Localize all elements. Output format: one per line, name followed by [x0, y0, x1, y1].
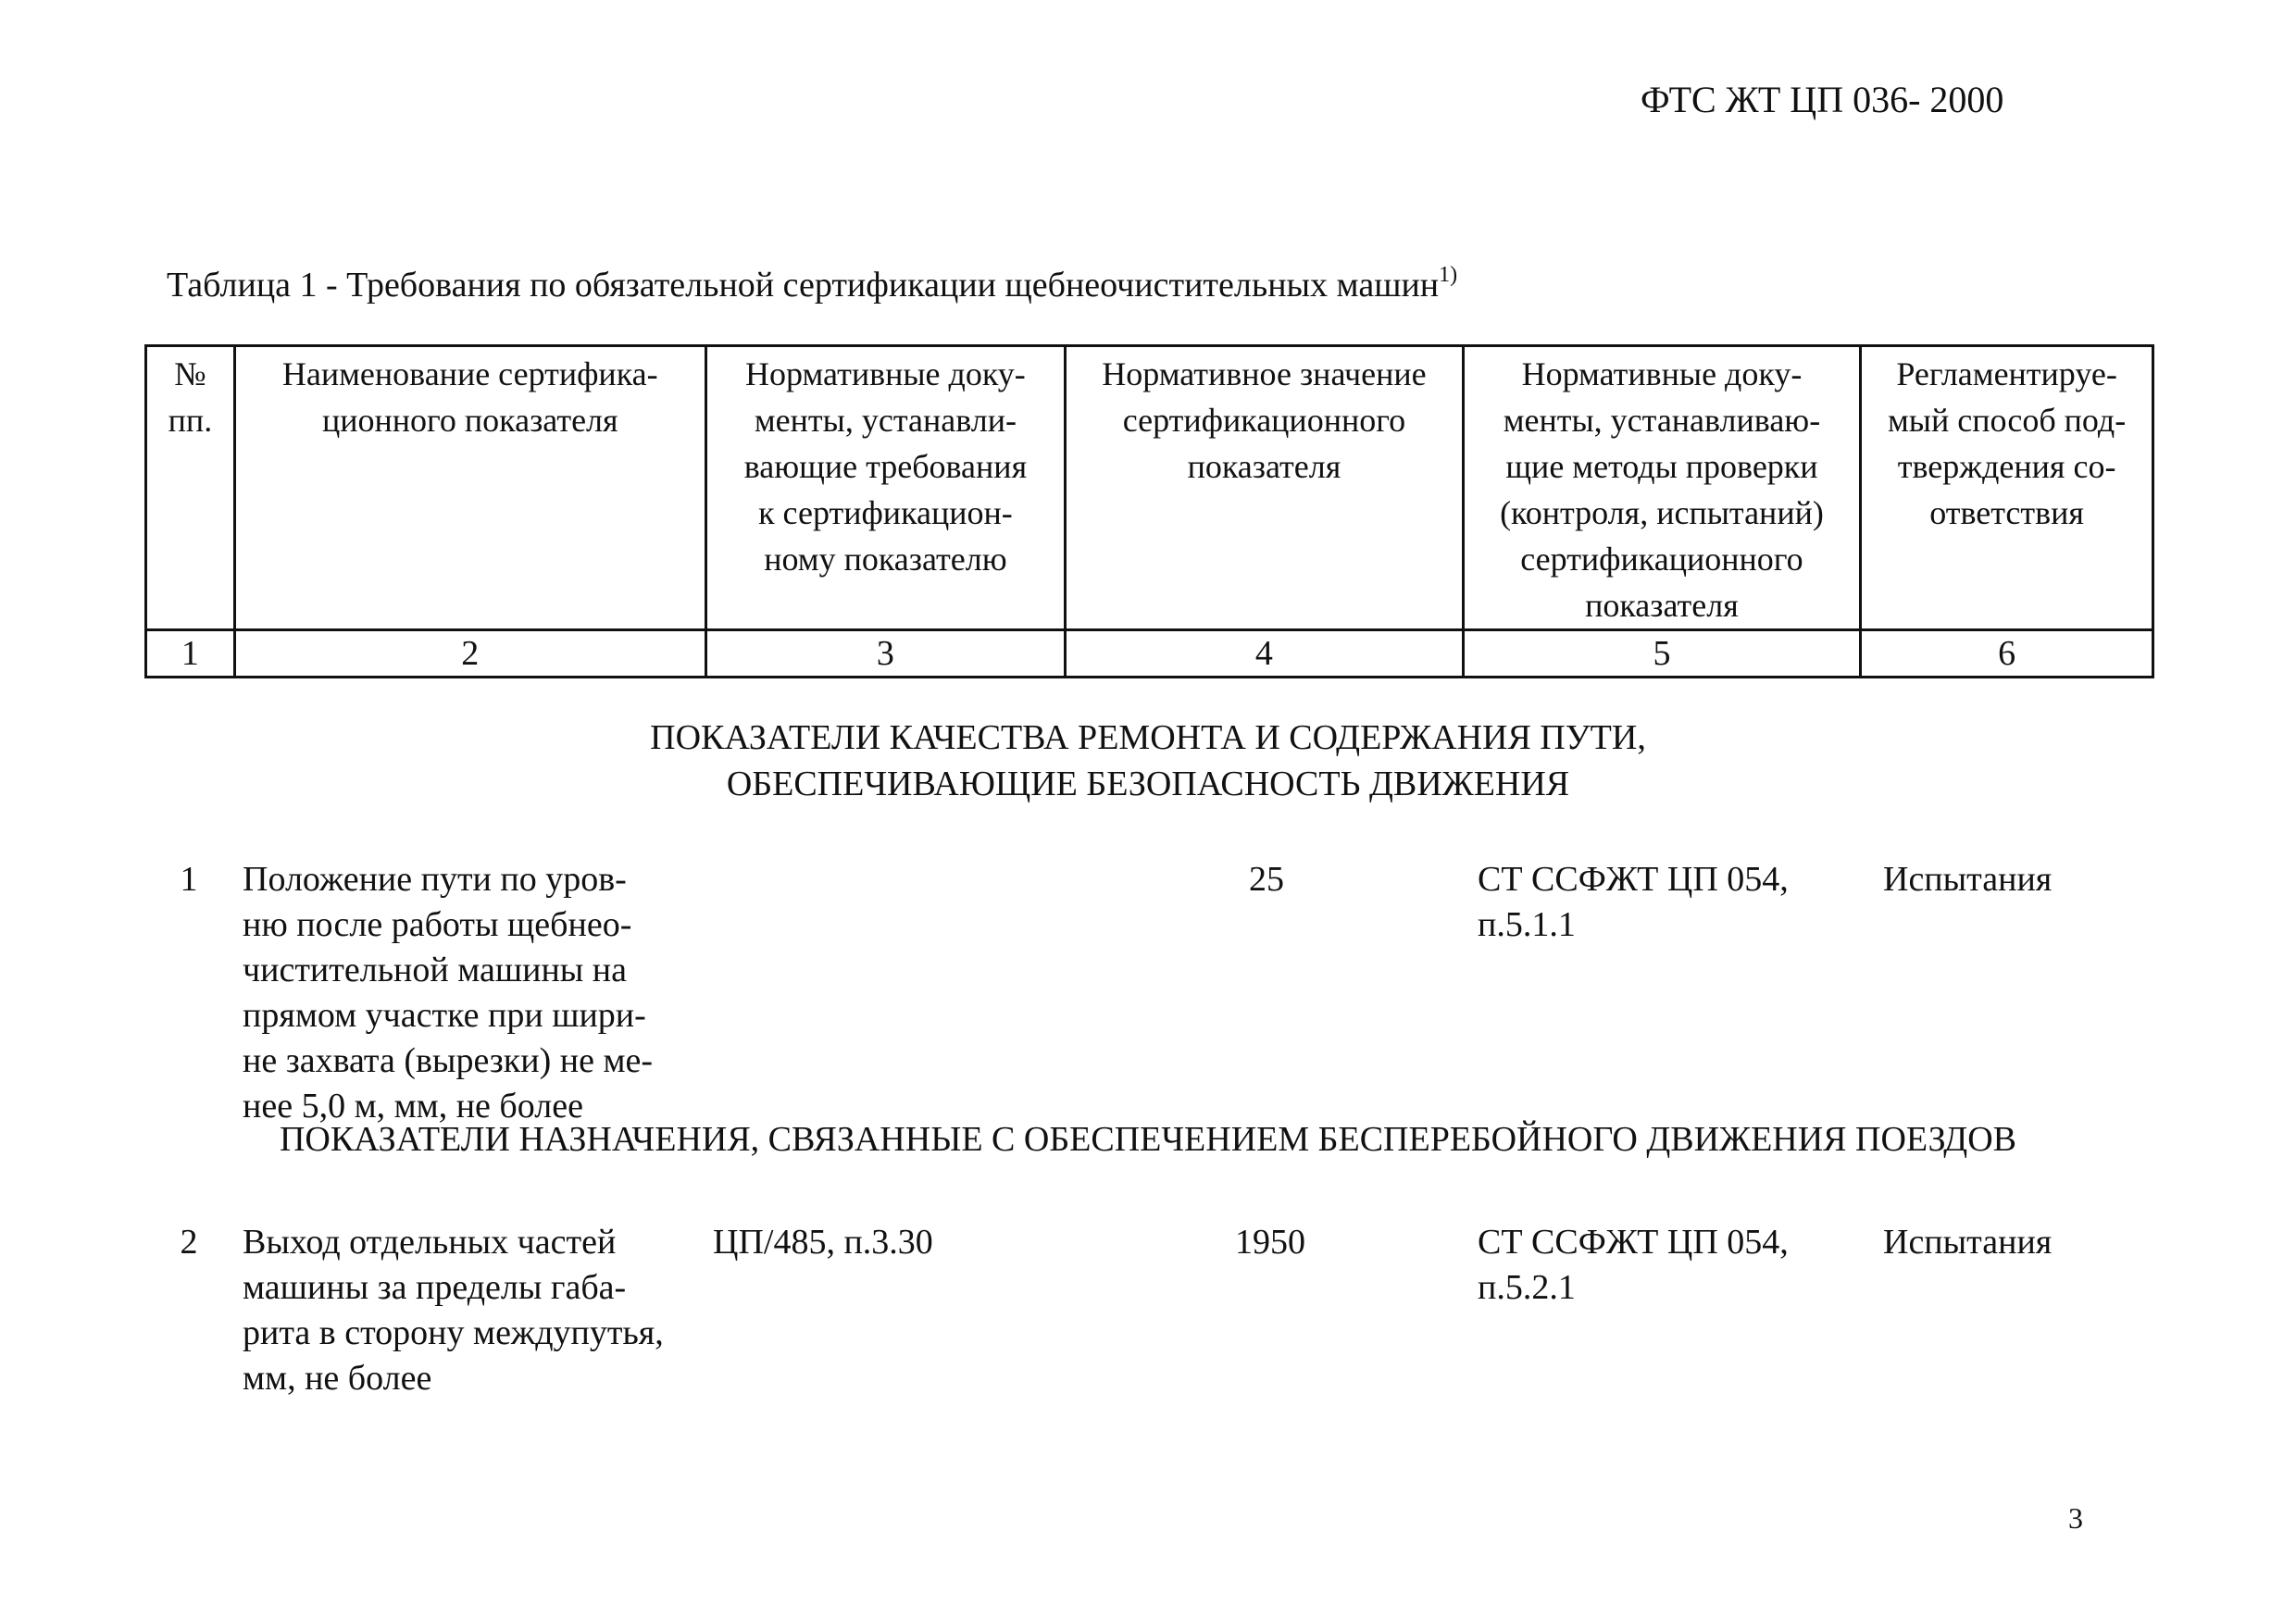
- row-confirmation: Испытания: [1883, 860, 2053, 899]
- table-caption-text: Таблица 1 - Требования по обязательной сертификации щебнеочистительных машин: [167, 266, 1440, 305]
- row-method-doc: СТ ССФЖТ ЦП 054, п.5.1.1: [1478, 860, 1789, 944]
- column-number-6: 6: [1861, 630, 2153, 678]
- column-number-4: 4: [1066, 630, 1464, 678]
- column-number-1: 1: [146, 630, 235, 678]
- table-caption: [167, 263, 1457, 305]
- row-normative-value: 1950: [1235, 1223, 1305, 1262]
- column-number-2: 2: [234, 630, 705, 678]
- header-col-3: Нормативные доку- менты, устанавли- вающие требования к сертификацион- ному показателю: [705, 346, 1065, 630]
- header-col-6: Регламентируе- мый способ под- тверждения со- ответствия: [1861, 346, 2153, 630]
- footnote-mark: 1): [1439, 263, 1458, 287]
- section-title-purpose: ПОКАЗАТЕЛИ НАЗНАЧЕНИЯ, СВЯЗАННЫЕ С ОБЕСПЕЧЕНИЕМ БЕСПЕРЕБОЙНОГО ДВИЖЕНИЯ ПОЕЗДОВ: [279, 1120, 2017, 1159]
- row-method-doc: СТ ССФЖТ ЦП 054, п.5.2.1: [1478, 1223, 1789, 1307]
- row-number: 1: [180, 860, 198, 899]
- header-col-5: Нормативные доку- менты, устанавливаю- щие методы проверки (контроля, испытаний) сертификационного показателя: [1463, 346, 1861, 630]
- row-requirement-doc: ЦП/485, п.3.30: [713, 1223, 933, 1262]
- document-code: ФТС ЖТ ЦП 036- 2000: [1641, 79, 2004, 120]
- row-confirmation: Испытания: [1883, 1223, 2053, 1262]
- row-number: 2: [180, 1223, 198, 1262]
- page-number: 3: [2068, 1501, 2083, 1535]
- requirements-table-header: [144, 344, 2154, 678]
- header-col-1: № пп.: [146, 346, 235, 630]
- section-title-safety: ПОКАЗАТЕЛИ КАЧЕСТВА РЕМОНТА И СОДЕРЖАНИЯ ПУТИ, ОБЕСПЕЧИВАЮЩИЕ БЕЗОПАСНОСТЬ ДВИЖЕНИЯ: [650, 718, 1646, 803]
- row-indicator-name: Положение пути по уров- ню после работы щебнео- чистительной машины на прямом участке при шири- не захвата (вырезки) не ме- нее 5,0 м, мм, не более: [243, 860, 654, 1126]
- row-indicator-name: Выход отдельных частей машины за пределы габа- рита в сторону междупутья, мм, не более: [243, 1223, 664, 1398]
- column-number-5: 5: [1463, 630, 1861, 678]
- row-normative-value: 25: [1249, 860, 1284, 899]
- column-number-3: 3: [705, 630, 1065, 678]
- header-col-2: Наименование сертифика- ционного показателя: [234, 346, 705, 630]
- header-col-4: Нормативное значение сертификационного показателя: [1066, 346, 1464, 630]
